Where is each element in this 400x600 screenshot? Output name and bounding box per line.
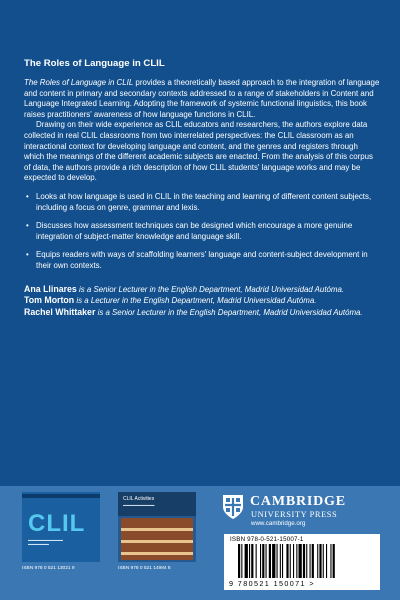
author-bios: [24, 284, 380, 319]
barcode-bar: [303, 544, 305, 578]
author-bio: [24, 284, 380, 296]
shield-icon: [222, 494, 244, 520]
list-item: • Equips readers with ways of scaffolding learners' language and content-subject development in their own contexts.: [26, 250, 368, 270]
intro-text: provides a theoretically based approach to the integration of language and content in primary and secondary contexts addressed to a range of stakeholders in Content and Language Integrated Learning. Adopting the framework of systemic functional linguistics, this book raises practitioners' awareness of how language functions in CLIL.: [24, 78, 380, 119]
author-name: Tom Morton: [24, 295, 75, 306]
barcode-bar: [296, 544, 297, 578]
author-role: is a Senior Lecturer in the English Department, Madrid Universidad Autóma.: [76, 284, 345, 294]
barcode-bar: [272, 544, 275, 578]
barcode-bar: [251, 544, 253, 578]
barcode-bar: [319, 544, 321, 578]
related-book-title: CLIL: [28, 510, 86, 537]
back-cover-text: [24, 58, 380, 319]
section-heading: The Roles of Language in CLIL: [24, 58, 165, 69]
barcode-bar: [333, 544, 335, 578]
publisher-name: CAMBRIDGE: [250, 494, 346, 509]
related-book-isbn: ISBN 978 0 521 14984 6: [118, 566, 171, 571]
author-role: is a Lecturer in the English Department, Madrid Universidad Autóma.: [74, 296, 317, 306]
related-book-cover: [118, 492, 196, 562]
barcode-bar: [310, 544, 311, 578]
description-paragraph: Drawing on their wide experience as CLIL educators and researchers, the authors explore data collected in real CLIL classrooms from two interrelated perspectives: the CLIL classroom as an interactional context for developing language and content, and the genres and registers through which the meanings of the different academic subjects are enacted. From the analysis of this corpus of data, the authors provide a rich description of how CLIL students' language works and may be expected to develop.: [24, 120, 373, 183]
barcode-bar: [280, 544, 281, 578]
author-name: Rachel Whittaker: [24, 307, 96, 318]
author-bio: [24, 295, 380, 307]
related-book-isbn: ISBN 978 0 521 13021 9: [22, 566, 75, 571]
related-book-cover: [22, 492, 100, 562]
cover-header: [118, 492, 196, 516]
barcode-bar: [249, 544, 250, 578]
bullet-icon: •: [26, 221, 29, 231]
author-bio: [24, 307, 380, 319]
bookshelf-image: [121, 518, 193, 560]
barcode-bars: [238, 544, 370, 578]
publisher-website: www.cambridge.org: [251, 520, 306, 527]
barcode-bar: [266, 544, 267, 578]
cover-subtitle-lines: ▬▬▬▬▬▬▬▬▬: [123, 503, 155, 507]
barcode-bar: [326, 544, 327, 578]
barcode-bar: [299, 544, 302, 578]
barcode-number: 9 780521 150071 >: [229, 579, 315, 588]
barcode-bar: [238, 544, 240, 578]
intro-paragraph: [24, 78, 380, 120]
barcode-bar: [306, 544, 307, 578]
barcode-bar: [245, 544, 248, 578]
barcode-bar: [286, 544, 288, 578]
publisher-press: UNIVERSITY PRESS: [251, 510, 338, 519]
book-title-italic: The Roles of Language in CLIL: [24, 78, 134, 87]
barcode-bar: [241, 544, 242, 578]
shelf-line: [121, 540, 193, 543]
cover-band: [22, 494, 100, 498]
list-item: • Looks at how language is used in CLIL in the teaching and learning of different content subjects, including a focus on genre, grammar and lexis.: [26, 191, 372, 212]
barcode-bar: [260, 544, 261, 578]
shelf-line: [121, 552, 193, 555]
barcode-bar: [293, 544, 294, 578]
bullet-icon: •: [26, 191, 29, 201]
author-name: Ana Llinares: [24, 283, 77, 294]
barcode-bar: [256, 544, 257, 578]
barcode-bar: [330, 544, 331, 578]
related-book-title: CLIL Activities: [123, 496, 155, 502]
barcode-bar: [317, 544, 318, 578]
barcode-bar: [282, 544, 283, 578]
barcode-bar: [277, 544, 278, 578]
list-item: • Discusses how assessment techniques can be designed which encourage a more genuine integration of subject-matter knowledge and language skill.: [26, 221, 353, 241]
bullet-icon: •: [26, 250, 29, 260]
barcode-bar: [290, 544, 291, 578]
barcode-bar: [312, 544, 314, 578]
cover-subtitle-lines: ▬▬▬▬▬▬▬▬▬▬ ▬▬▬▬▬▬: [28, 538, 63, 546]
feature-list: [24, 192, 380, 272]
barcode: [224, 534, 380, 590]
author-role: is a Senior Lecturer in the English Department, Madrid Universidad Autóma.: [95, 308, 363, 318]
barcode-bar: [269, 544, 271, 578]
barcode-bar: [323, 544, 324, 578]
cover-footer: [0, 486, 400, 600]
shelf-line: [121, 528, 193, 531]
barcode-isbn: ISBN 978-0-521-15007-1: [230, 536, 304, 543]
barcode-bar: [262, 544, 264, 578]
